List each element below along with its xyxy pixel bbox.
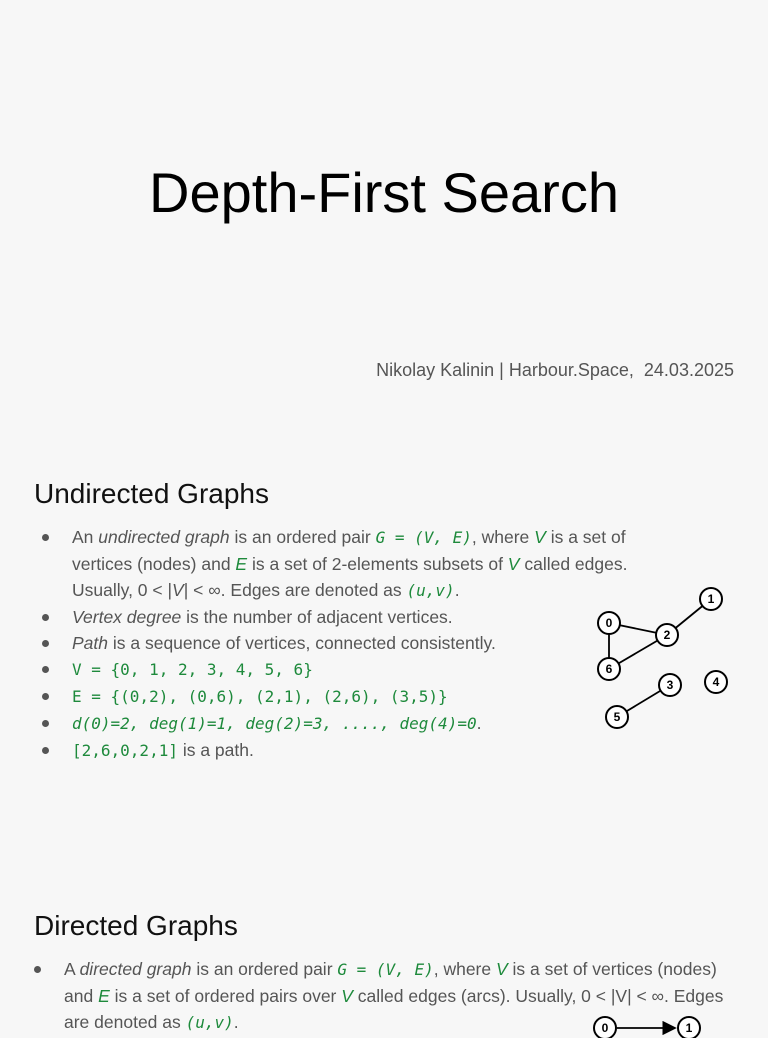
bullet-definition: A directed graph is an ordered pair G = (V, E), where V is a set of vertices (nodes) and E is a set of ordered pairs over V called edges (arcs). Usually, 0 < |V| < ∞. Edges are denoted as (u,v). <box>32 956 732 1036</box>
undirected-graphs-slide <box>0 440 768 880</box>
directed-graph-diagram <box>585 1008 725 1038</box>
graph-node-3 <box>659 674 681 696</box>
svg-text:6: 6 <box>605 662 613 676</box>
bullet-vertex-set: V = {0, 1, 2, 3, 4, 5, 6} <box>40 656 690 683</box>
bullet-path-definition: Path is a sequence of vertices, connected consistently. <box>40 630 690 656</box>
slide-heading: Undirected Graphs <box>34 478 270 509</box>
bullet-vertex-degree: Vertex degree is the number of adjacent vertices. <box>40 604 690 630</box>
svg-text:1: 1 <box>707 592 715 606</box>
bullet-degrees: d(0)=2, deg(1)=1, deg(2)=3, ...., deg(4)=0. <box>40 710 690 737</box>
svg-text:0: 0 <box>601 1021 609 1035</box>
directed-graphs-slide <box>0 880 768 1035</box>
graph-node-5 <box>606 706 628 728</box>
svg-text:1: 1 <box>685 1021 693 1035</box>
undirected-graph-diagram <box>590 585 740 735</box>
graph-node-0 <box>598 612 620 634</box>
graph-node-1 <box>678 1017 700 1038</box>
graph-node-6 <box>598 658 620 680</box>
bullet-path-example: [2,6,0,2,1] is a path. <box>40 737 690 764</box>
graph-node-2 <box>656 624 678 646</box>
bullet-edge-set: E = {(0,2), (0,6), (2,1), (2,6), (3,5)} <box>40 683 690 710</box>
presentation-title: Depth-First Search <box>149 161 619 224</box>
svg-text:4: 4 <box>712 675 720 689</box>
title-slide <box>0 0 768 430</box>
slide-heading: Directed Graphs <box>34 910 238 941</box>
svg-text:3: 3 <box>666 678 674 692</box>
graph-node-1 <box>700 588 722 610</box>
graph-node-0 <box>594 1017 616 1038</box>
svg-text:2: 2 <box>663 628 671 642</box>
graph-node-4 <box>705 671 727 693</box>
svg-text:0: 0 <box>605 616 613 630</box>
presentation-subtitle: Nikolay Kalinin | Harbour.Space, 24.03.2025 <box>376 360 734 380</box>
bullet-definition: An undirected graph is an ordered pair G = (V, E), where V is a set of vertices (nodes) and E is a set of 2-elements subsets of V called edges. Usually, 0 < |V| < ∞. Edges are denoted as (u,v). <box>40 524 690 604</box>
svg-text:5: 5 <box>613 710 621 724</box>
